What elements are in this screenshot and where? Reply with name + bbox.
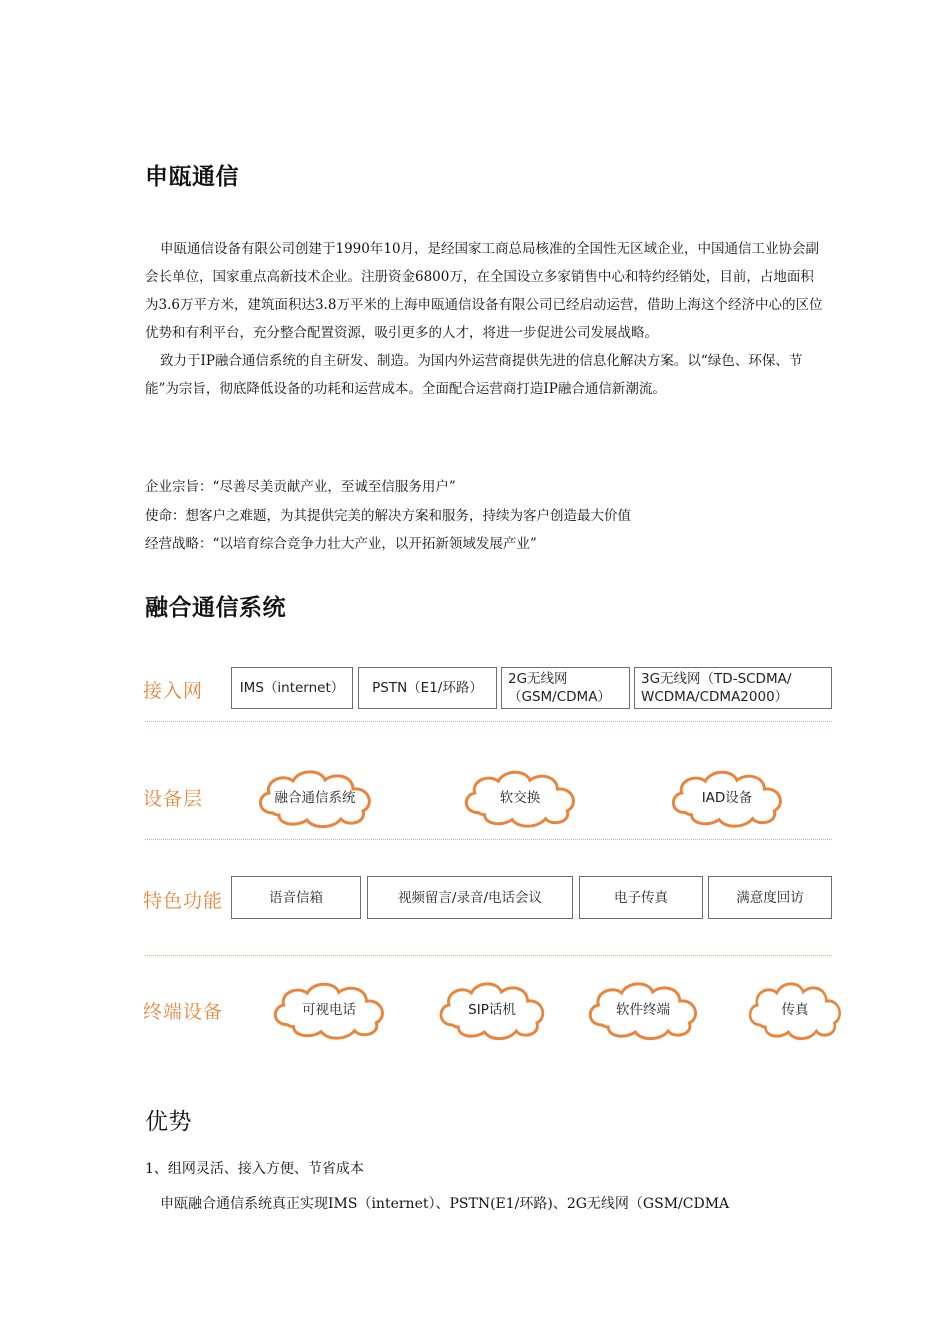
row-divider [145, 955, 832, 956]
access-box-ims: IMS（internet） [231, 667, 353, 709]
company-tenet: 企业宗旨：“尽善尽美贡献产业，至诚至信服务用户” [145, 479, 456, 495]
feature-box-video: 视频留言/录音/电话会议 [367, 876, 573, 919]
row-divider [145, 721, 832, 722]
company-strategy: 经营战略：“以培育综合竞争力壮大产业，以开拓新领域发展产业” [145, 536, 537, 552]
feature-box-voicemail: 语音信箱 [231, 876, 361, 919]
row-divider [145, 839, 832, 840]
section-title-advantage: 优势 [145, 1109, 192, 1135]
feature-box-survey: 满意度回访 [708, 876, 832, 919]
cloud-label: 融合通信系统 [274, 790, 356, 806]
section-title-system: 融合通信系统 [145, 595, 286, 621]
row-label-features: 特色功能 [143, 890, 224, 912]
cloud-label: IAD设备 [701, 790, 753, 806]
cloud-label: 传真 [781, 1002, 809, 1018]
advantage-item-1-text: 申瓯融合通信系统真正实现IMS（internet）、PSTN(E1/环路)、2G无线网（GSM/CDMA [160, 1196, 730, 1212]
cloud-label: 软件终端 [616, 1002, 670, 1018]
row-label-access: 接入网 [143, 680, 204, 702]
cloud-fusion-system [253, 763, 377, 829]
cloud-videophone [268, 975, 390, 1041]
company-paragraph-1: 申瓯通信设备有限公司创建于1990年10月，是经国家工商总局核准的全国性无区域企业，中国通信工业协会副会长单位，国家重点高新技术企业。注册资金6800万，在全国设立多家销售中心和特约经销处，目前，占地面积为3.6万平方米，建筑面积达3.8万平米的上海申瓯通信设备有限公司已经启动运营，借助上海这个经济中心的区位优势和有利平台，充分整合配置资源，吸引更多的人才，将进一步促进公司发展战略。 [145, 241, 823, 341]
access-box-2g: 2G无线网 （GSM/CDMA） [501, 667, 630, 709]
cloud-fax [744, 975, 846, 1041]
cloud-label: 可视电话 [302, 1002, 356, 1018]
cloud-iad [666, 763, 788, 829]
row-label-device: 设备层 [143, 788, 204, 810]
access-box-pstn: PSTN（E1/环路） [358, 667, 497, 709]
company-mission: 使命：想客户之难题，为其提供完美的解决方案和服务，持续为客户创造最大价值 [145, 508, 631, 524]
cloud-softswitch [459, 763, 581, 829]
row-label-terminal: 终端设备 [143, 1001, 224, 1023]
company-intro [145, 235, 825, 403]
feature-box-fax: 电子传真 [579, 876, 703, 919]
cloud-label: SIP话机 [468, 1002, 516, 1018]
access-box-3g: 3G无线网（TD-SCDMA/ WCDMA/CDMA2000） [634, 667, 832, 709]
company-paragraph-2: 致力于IP融合通信系统的自主研发、制造。为国内外运营商提供先进的信息化解决方案。以“绿色、环保、节能”为宗旨，彻底降低设备的功耗和运营成本。全面配合运营商打造IP融合通信新潮流。 [145, 353, 803, 397]
advantage-item-1: 1、组网灵活、接入方便、节省成本 [145, 1161, 364, 1177]
cloud-sip-phone [434, 975, 550, 1041]
section-title-company: 申瓯通信 [145, 164, 239, 190]
cloud-soft-terminal [583, 975, 703, 1041]
cloud-label: 软交换 [499, 790, 541, 806]
